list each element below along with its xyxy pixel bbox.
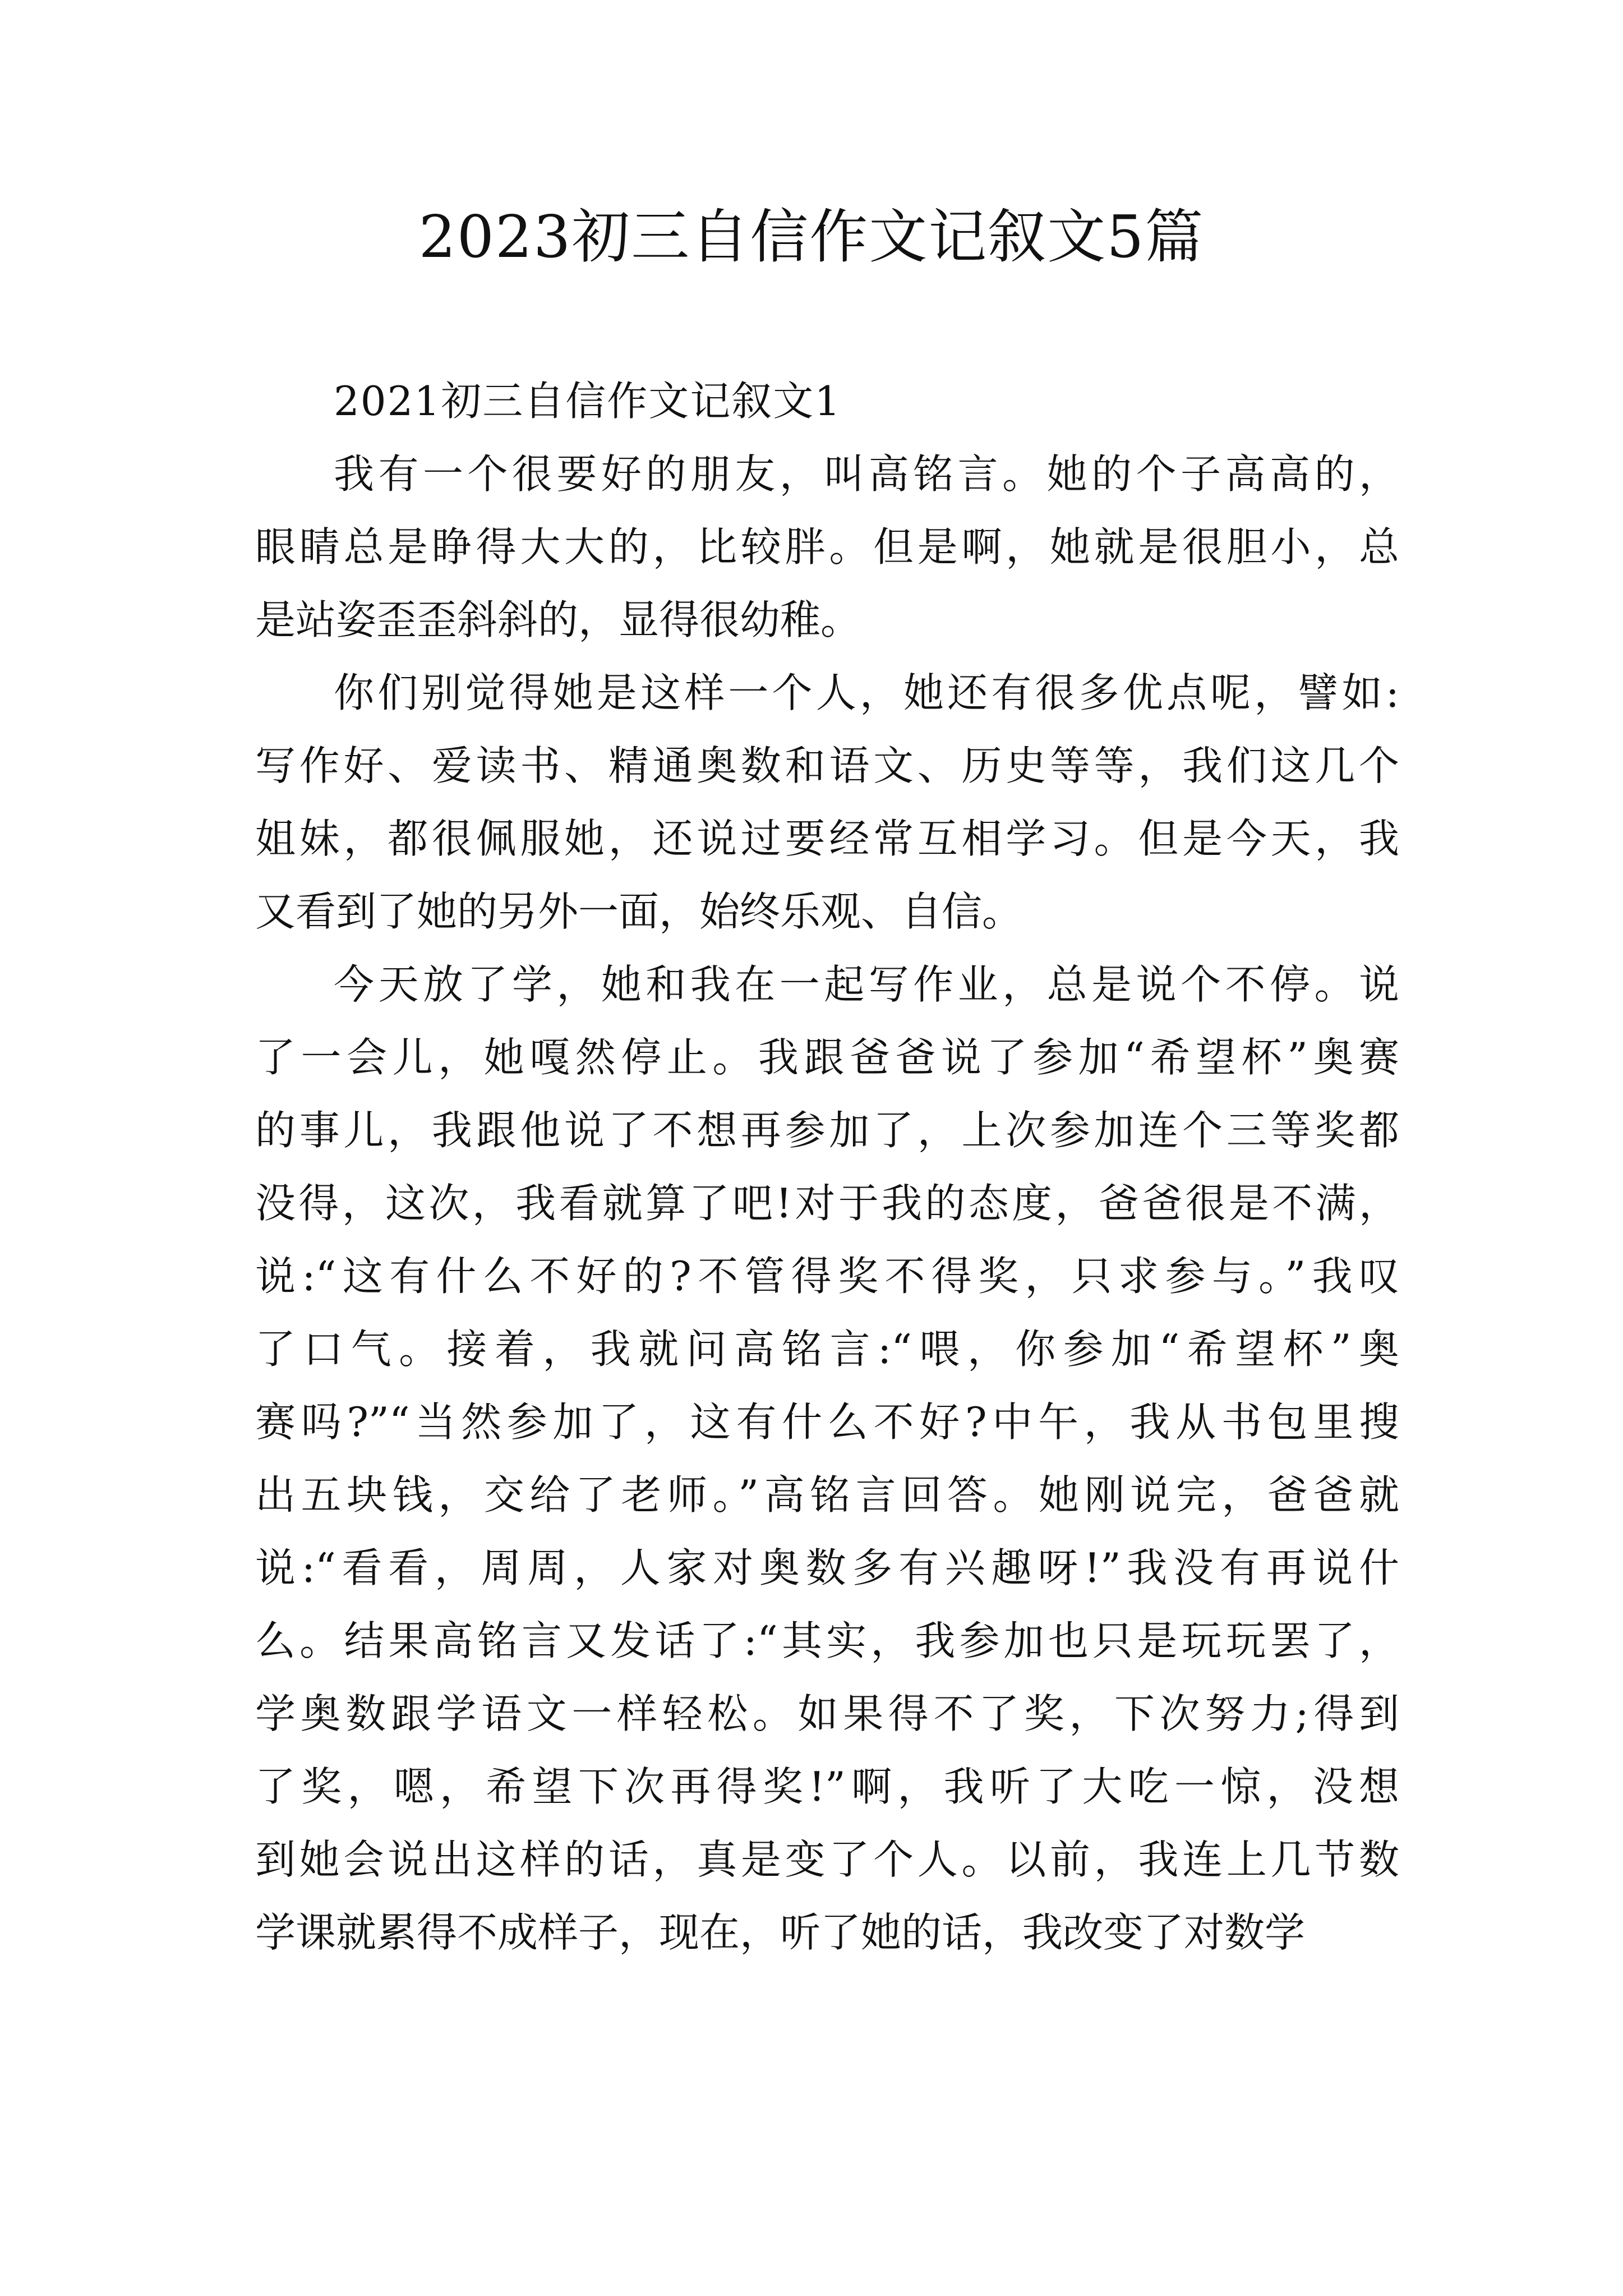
paragraph-line: 姐妹，都很佩服她，还说过要经常互相学习。但是今天，我	[255, 815, 1399, 862]
paragraph-line: 我有一个很要好的朋友，叫高铭言。她的个子高高的，	[334, 450, 1399, 498]
paragraph-line: 写作好、爱读书、精通奥数和语文、历史等等，我们这几个	[255, 742, 1399, 789]
paragraph-line: 么。结果高铭言又发话了:“其实，我参加也只是玩玩罢了，	[255, 1617, 1399, 1664]
document-title: 2023初三自信作文记叙文5篇	[418, 203, 1205, 271]
paragraph-line: 说:“看看，周周，人家对奥数多有兴趣呀!”我没有再说什	[255, 1544, 1399, 1591]
section-heading: 2021初三自信作文记叙文1	[334, 378, 842, 425]
paragraph-line: 了一会儿，她嘎然停止。我跟爸爸说了参加“希望杯”奥赛	[255, 1034, 1399, 1081]
paragraph-line: 赛吗?”“当然参加了，这有什么不好?中午，我从书包里搜	[255, 1398, 1399, 1446]
paragraph-line: 的事儿，我跟他说了不想再参加了，上次参加连个三等奖都	[255, 1107, 1399, 1154]
paragraph-line: 到她会说出这样的话，真是变了个人。以前，我连上几节数	[255, 1836, 1399, 1883]
paragraph-line: 你们别觉得她是这样一个人，她还有很多优点呢，譬如:	[334, 669, 1399, 716]
paragraph-line: 是站姿歪歪斜斜的，显得很幼稚。	[255, 596, 861, 643]
paragraph-line: 眼睛总是睁得大大的，比较胖。但是啊，她就是很胆小，总	[255, 523, 1399, 570]
paragraph-line: 学课就累得不成样子，现在，听了她的话，我改变了对数学	[255, 1909, 1306, 1956]
paragraph-line: 了奖，嗯，希望下次再得奖!”啊，我听了大吃一惊，没想	[255, 1763, 1399, 1810]
paragraph-line: 没得，这次，我看就算了吧!对于我的态度，爸爸很是不满，	[255, 1180, 1399, 1227]
paragraph-line: 出五块钱，交给了老师。”高铭言回答。她刚说完，爸爸就	[255, 1471, 1399, 1519]
paragraph-line: 又看到了她的另外一面，始终乐观、自信。	[255, 888, 1023, 935]
paragraph-line: 了口气。接着，我就问高铭言:“喂，你参加“希望杯”奥	[255, 1326, 1399, 1373]
paragraph-line: 学奥数跟学语文一样轻松。如果得不了奖，下次努力;得到	[255, 1690, 1399, 1737]
paragraph-line: 说:“这有什么不好的?不管得奖不得奖，只求参与。”我叹	[255, 1253, 1399, 1300]
paragraph-line: 今天放了学，她和我在一起写作业，总是说个不停。说	[334, 961, 1399, 1008]
